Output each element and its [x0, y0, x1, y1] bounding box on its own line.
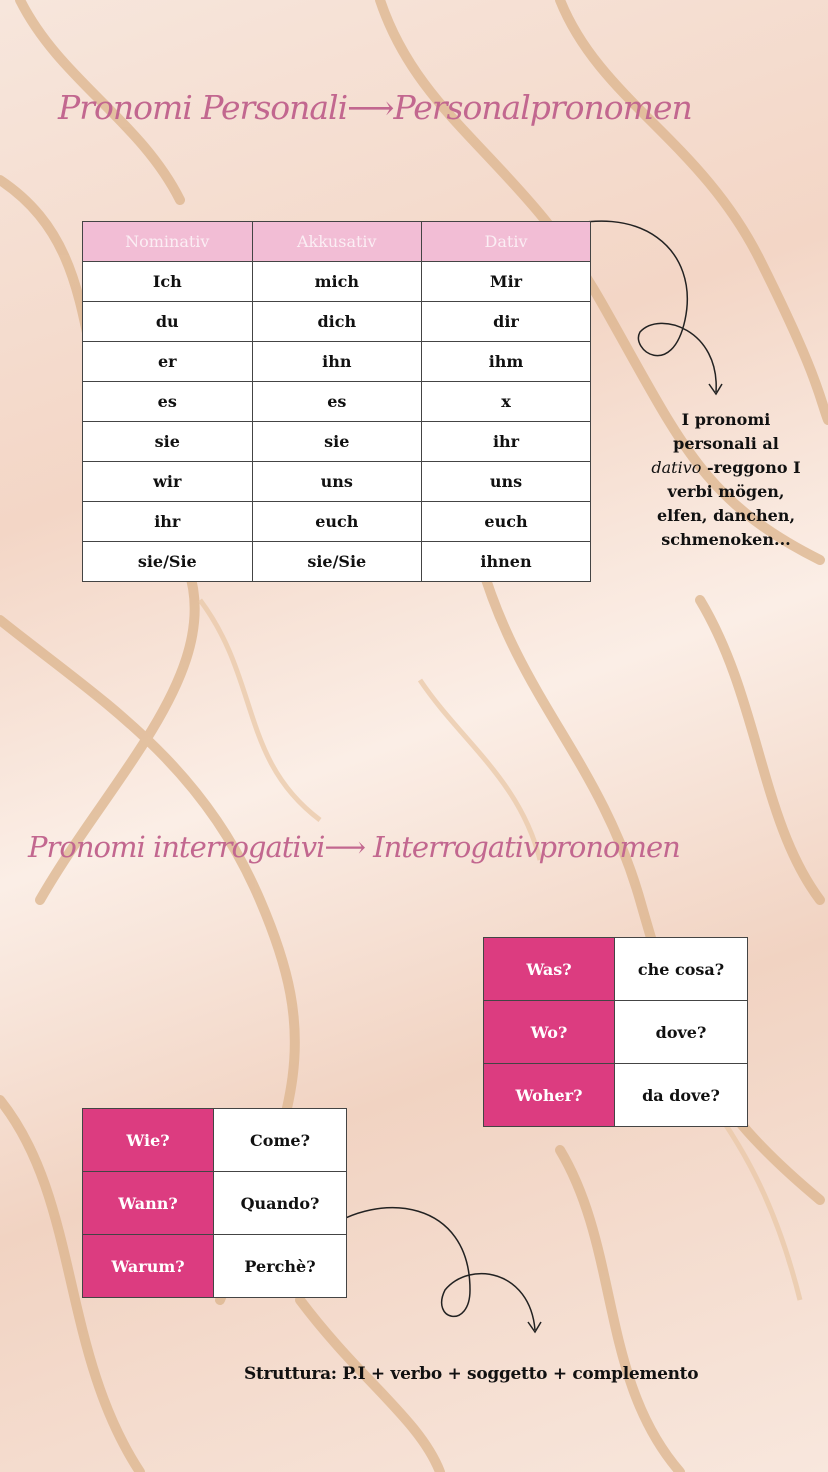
table-row [83, 422, 591, 462]
table-cell: ihr [422, 422, 591, 462]
table-cell: ihm [422, 342, 591, 382]
table-row [83, 502, 591, 542]
table-cell: er [83, 342, 253, 382]
table-cell: euch [422, 502, 591, 542]
table-cell: mich [252, 262, 421, 302]
table-cell: sie/Sie [252, 542, 421, 582]
title-interrogative-pronouns: Pronomi interrogativi⟶ Interrogativpronomen [28, 830, 680, 864]
table-cell: ihn [252, 342, 421, 382]
interrogative-table-left [82, 1108, 347, 1298]
question-word: Wann? [83, 1172, 214, 1235]
personal-pronouns-table [82, 221, 591, 582]
table-row [83, 1235, 347, 1298]
header-dativ: Dativ [422, 222, 591, 262]
curved-arrow [325, 1208, 541, 1332]
table-cell: sie/Sie [83, 542, 253, 582]
interrogative-table-right [483, 937, 748, 1127]
table-row [83, 262, 591, 302]
table-header [83, 222, 591, 262]
note-italic: dativo [651, 458, 702, 477]
note-text: I pronomi personali al [673, 410, 779, 453]
table-cell: Mir [422, 262, 591, 302]
translation: Perchè? [214, 1235, 347, 1298]
table-cell: sie [252, 422, 421, 462]
table-cell: ihnen [422, 542, 591, 582]
translation: Quando? [214, 1172, 347, 1235]
table-row [83, 382, 591, 422]
translation: dove? [615, 1001, 748, 1064]
table-row [83, 542, 591, 582]
table-row [484, 1001, 748, 1064]
table-cell: dir [422, 302, 591, 342]
table-cell: es [252, 382, 421, 422]
table-row [83, 462, 591, 502]
table-cell: x [422, 382, 591, 422]
header-akkusativ: Akkusativ [252, 222, 421, 262]
translation: Come? [214, 1109, 347, 1172]
table-row [83, 302, 591, 342]
question-word: Woher? [484, 1064, 615, 1127]
question-word: Wo? [484, 1001, 615, 1064]
table-cell: Ich [83, 262, 253, 302]
question-word: Wie? [83, 1109, 214, 1172]
table-cell: uns [422, 462, 591, 502]
table-cell: dich [252, 302, 421, 342]
question-word: Was? [484, 938, 615, 1001]
table-cell: wir [83, 462, 253, 502]
table-cell: ihr [83, 502, 253, 542]
table-cell: sie [83, 422, 253, 462]
note-text: -reggono I verbi mögen, elfen, danchen, schmenoken... [656, 458, 801, 549]
table-row [83, 342, 591, 382]
structure-text: Struttura: P.I + verbo + soggetto + complemento [244, 1364, 699, 1384]
table-cell: uns [252, 462, 421, 502]
translation: che cosa? [615, 938, 748, 1001]
header-nominativ: Nominativ [83, 222, 253, 262]
title-personal-pronouns: Pronomi Personali⟶Personalpronomen [58, 88, 692, 127]
table-cell: euch [252, 502, 421, 542]
table-cell: es [83, 382, 253, 422]
table-row [484, 938, 748, 1001]
question-word: Warum? [83, 1235, 214, 1298]
table-row [83, 1172, 347, 1235]
dative-note [646, 408, 806, 552]
table-row [83, 1109, 347, 1172]
translation: da dove? [615, 1064, 748, 1127]
table-cell: du [83, 302, 253, 342]
table-row [484, 1064, 748, 1127]
